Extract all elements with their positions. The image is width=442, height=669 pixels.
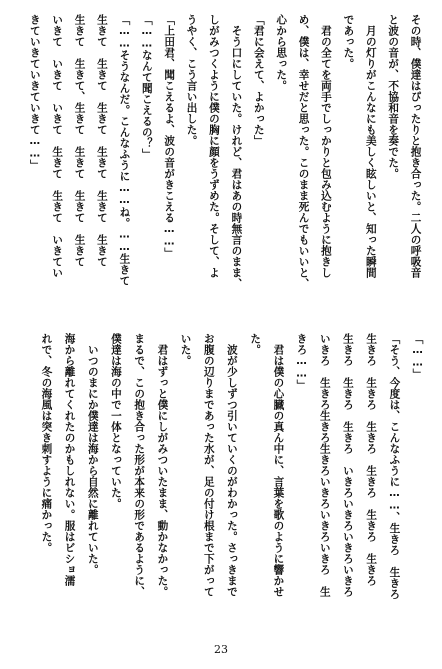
text-line: きろ……」 [295, 333, 308, 391]
text-line: 生きて 生きて、生きて 生きて 生きて 生きて [73, 14, 86, 267]
text-line: いつのまにか僕達は海から自然に離れていた。 [86, 333, 99, 575]
text-line: れで、冬の海風は突き刺すように痛かった。 [40, 333, 53, 553]
text-line: まるで、この抱き合った形が本来の形であるように、 [133, 333, 146, 597]
text-line: 「……」 [411, 333, 424, 380]
page-number: 23 [214, 643, 228, 656]
text-line: その時、僕達はぴったりと抱き合った。二人の呼吸音 [409, 14, 422, 278]
text-line: 生きろ 生きろ 生きろ いきろいきろいきろいきろ [341, 333, 354, 597]
text-line: 生きろ 生きろ 生きろ 生きろ 生きろ 生きろ [365, 333, 378, 586]
text-line: いきろ 生きろ生きろ生きろいきろいきろいきろ 生 [318, 333, 331, 597]
text-line: と波の音が、不協和音を奏でた。 [387, 14, 400, 179]
text-line: いきて いきて いきて 生きて 生きて いきてい [51, 14, 64, 278]
text-line: お腹の辺りまであった水が、足の付け根まで下がって [202, 333, 215, 597]
text-line: しがみつくように僕の胸に顔をうずめた。そして、よ [207, 14, 220, 278]
text-line: め、僕は、幸せだと思った。このまま死んでもいいと、 [297, 14, 310, 289]
text-line: 「上田君、聞こえるよ、波の音がきこえる……」 [163, 14, 176, 259]
text-line: 海から離れてくれたのかもしれない。服はビショ濡 [63, 333, 76, 586]
text-line: 「そう、今度は、こんなふうに……、生きろ 生きろ [388, 333, 401, 600]
text-line: うやく、こう言い出した。 [185, 14, 198, 146]
text-line: 君は僕の心臓の真ん中に、言葉を歌のように響かせ [272, 333, 285, 597]
text-line: 「君に会えて、よかった」 [252, 14, 265, 146]
text-line: 波が少しずつ引いていくのがわかった。さっきまで [225, 333, 238, 597]
text-line: 僕達は海の中で一体となっていた。 [109, 333, 122, 509]
text-line: 「……なんて聞こえるの？」 [140, 14, 153, 160]
text-line: 生きて 生きて 生きて 生きて 生きて 生きて [95, 14, 108, 267]
text-line: 月の灯りがこんなにも美しく眩しいと、知った瞬間 [364, 14, 377, 278]
text-line: いた。 [179, 333, 192, 366]
text-line: 「……そうなんだ。こんなふうに……ね。……生きて [118, 14, 131, 287]
text-line: 心から思った。 [275, 14, 288, 91]
text-line: そう口にしていた。けれど、君はあの時無言のまま、 [230, 14, 243, 289]
text-line: た。 [249, 333, 262, 355]
text-line: 君はずっと僕にしがみついたまま、動かなかった。 [156, 333, 169, 597]
text-line: きていきていきていきて……」 [28, 14, 41, 171]
text-line: であった。 [342, 14, 355, 69]
text-line: 君の全てを両手でしっかりと包み込むように抱きし [319, 14, 332, 278]
